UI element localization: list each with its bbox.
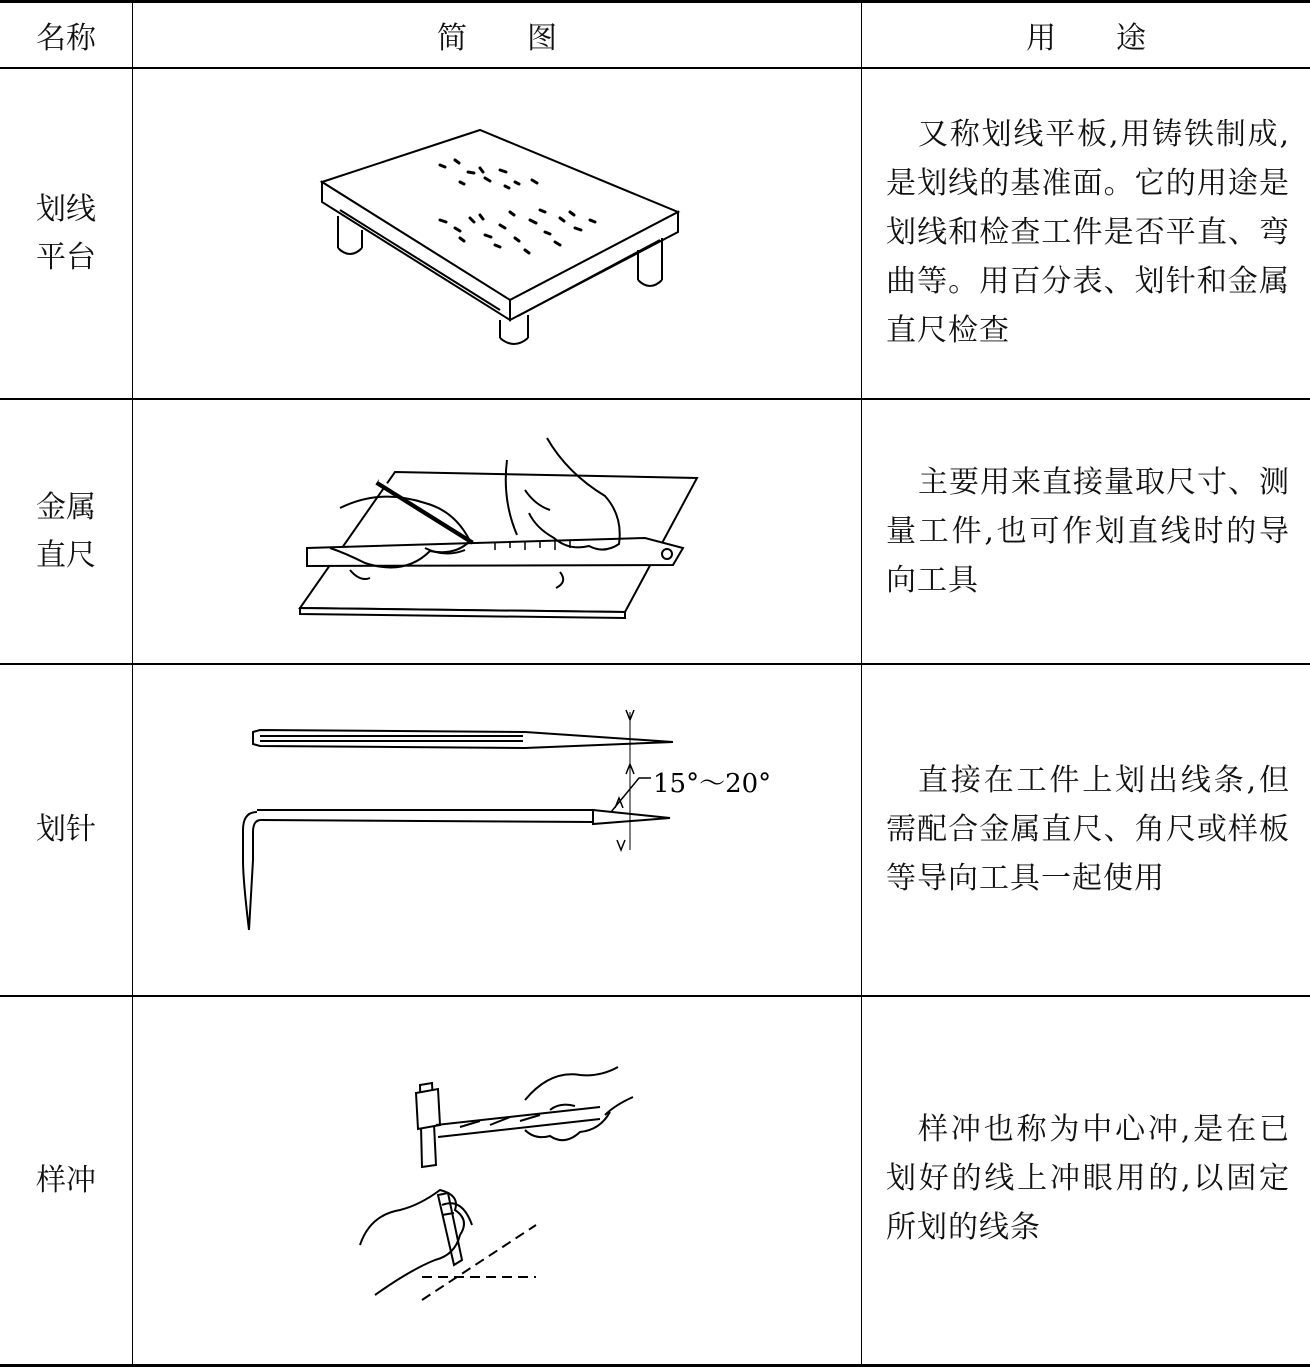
row-usage-scriber: 直接在工件上划出线条,但需配合金属直尺、角尺或样板等导向工具一起使用 [886,763,1290,896]
column-divider [132,0,133,1367]
row-name-steel-rule [0,400,132,663]
row-usage-marking-table: 又称划线平板,用铸铁制成,是划线的基准面。它的用途是划线和检查工件是否平直、弯曲等。用百分表、划针和金属直尺检查 [886,117,1290,348]
row-name-center-punch [0,997,132,1364]
header-diagram: 简 图 [437,21,557,56]
row-usage-steel-rule: 主要用来直接量取尺寸、测量工件,也可作划直线时的导向工具 [886,465,1290,598]
row-name-text: 金属直尺 [36,489,96,573]
row-divider [0,663,1310,665]
row-name-text: 样冲 [36,1162,96,1198]
row-divider [0,398,1310,400]
row-usage-center-punch: 样冲也称为中心冲,是在已划好的线上冲眼用的,以固定所划的线条 [886,1112,1290,1245]
scriber-illustration [235,700,775,940]
row-name-text: 划针 [36,812,96,847]
center-punch-illustration [350,1055,650,1310]
row-name-marking-table [0,69,132,398]
row-name-scriber [0,665,132,995]
header-name: 名称 [36,21,96,56]
marking-table-illustration [310,120,690,350]
column-divider [861,0,862,1367]
header-usage: 用 途 [1026,21,1146,56]
row-name-text: 划线平台 [36,191,96,275]
row-divider [0,995,1310,997]
scriber-angle-label: 15°～20° [653,769,772,799]
steel-rule-illustration [295,430,705,625]
